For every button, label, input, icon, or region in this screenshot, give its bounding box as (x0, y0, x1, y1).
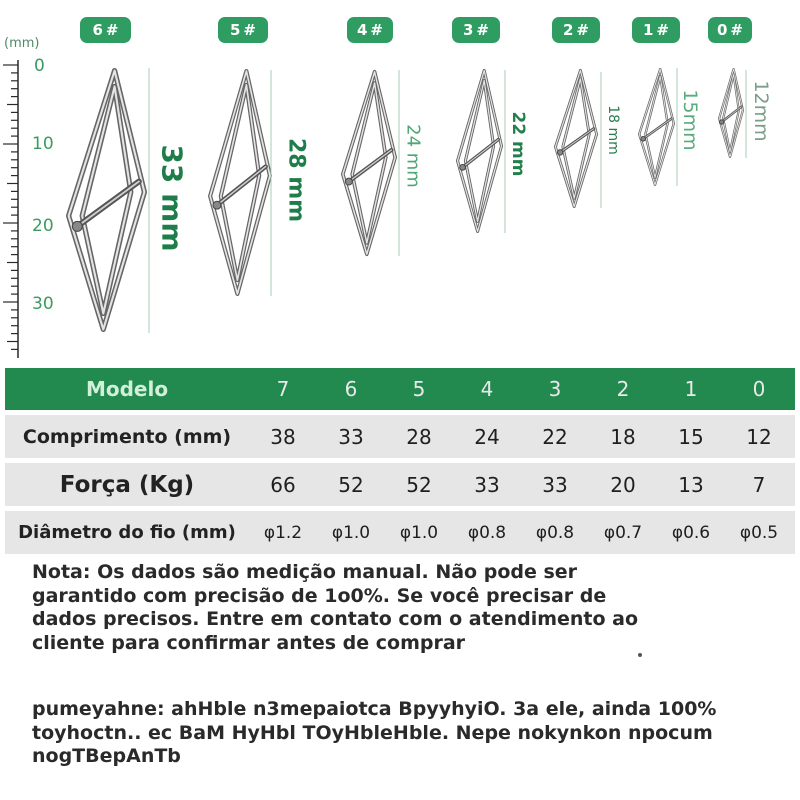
size-badge-4: 4# (347, 17, 393, 43)
table-cell: φ1.2 (263, 522, 303, 543)
snap-ring (720, 120, 724, 124)
spec-table (5, 368, 795, 559)
snap-ring (345, 178, 352, 185)
translation-line: pumeyahne: ahHble n3mepaiotca BpyyhyiO. 3a ele, ainda 100% (32, 698, 717, 720)
table-cell: 38 (270, 424, 296, 449)
row-label: Diâmetro do fio (mm) (18, 522, 236, 543)
header-cell: 2 (616, 377, 630, 401)
ruler-ticks (3, 65, 18, 349)
snap-ring (641, 137, 646, 142)
header-cell: 4 (480, 377, 494, 401)
header-cell: 3 (548, 377, 562, 401)
table-cell: 24 (474, 424, 500, 449)
snap-ring (557, 150, 562, 155)
table-cell: φ0.7 (603, 522, 643, 543)
header-cell: 6 (344, 377, 358, 401)
table-cell: 52 (338, 472, 364, 497)
table-cell: 33 (542, 472, 568, 497)
snap-4-illustration (343, 72, 395, 254)
table-cell: φ0.5 (739, 522, 779, 543)
table-cell: φ0.8 (467, 522, 507, 543)
table-cell: 52 (406, 472, 432, 497)
dimension-label-1: 15mm (679, 89, 701, 151)
row-label: Comprimento (mm) (22, 425, 232, 448)
table-cell: 66 (270, 472, 296, 497)
size-badge-2: 2# (552, 17, 600, 43)
table-cell: φ1.0 (399, 522, 439, 543)
table-cell: φ0.6 (671, 522, 711, 543)
table-cell: 33 (474, 472, 500, 497)
size-badge-6: 6# (80, 17, 131, 43)
snap-ring (460, 164, 466, 170)
dimension-label-6: 33 mm (155, 144, 189, 252)
snap-size-illustration (0, 0, 800, 362)
translation-line: toyhoctn.. ec BaM HyHbl TOyHbleHble. Nepe nokynkon npocum (32, 721, 713, 744)
ruler-unit-label: (mm) (4, 36, 40, 51)
snap-0-illustration (719, 69, 743, 157)
table-cell: 33 (338, 424, 364, 449)
table-cell: 7 (752, 472, 766, 497)
table-row-wire-diameter (5, 511, 795, 554)
note-line: cliente para confirmar antes de comprar (32, 631, 466, 654)
translated-note (32, 698, 716, 769)
dimension-label-5: 28 mm (283, 137, 309, 223)
ruler-label-10: 10 (32, 134, 54, 154)
table-header-row (5, 368, 795, 410)
ruler-label-30: 30 (32, 294, 54, 314)
table-cell: 18 (610, 424, 636, 449)
size-badge-0: 0# (708, 17, 752, 43)
translation-line: nogTBepAnTb (32, 745, 181, 767)
header-cell: 0 (752, 377, 766, 401)
table-cell: 12 (746, 424, 772, 449)
snap-ring (72, 221, 82, 231)
header-cell: 1 (684, 377, 698, 401)
table-row-length (5, 415, 795, 458)
ruler-label-20: 20 (32, 216, 54, 236)
snap-6-illustration (69, 71, 145, 330)
table-cell: φ0.8 (535, 522, 575, 543)
table-cell: 28 (406, 424, 432, 449)
row-label: Força (Kg) (59, 471, 195, 498)
dimension-label-0: 12mm (750, 80, 772, 142)
table-cell: 22 (542, 424, 568, 449)
dimension-label-3: 22 mm (508, 111, 528, 177)
ruler (3, 36, 54, 358)
size-badge-1: 1# (632, 17, 680, 43)
table-row-force (5, 463, 795, 506)
snap-1-illustration (639, 69, 674, 185)
note-line: Nota: Os dados são medição manual. Não pode ser (32, 561, 578, 583)
dimension-label-2: 18 mm (605, 105, 621, 155)
note-line: garantido com precisão de 1o0%. Se você precisar de (32, 584, 607, 607)
table-cell: 20 (610, 472, 636, 497)
header-label: Modelo (85, 377, 169, 401)
size-badge-5: 5# (218, 17, 268, 43)
header-cell: 5 (412, 377, 426, 401)
snap-5-illustration (210, 71, 270, 294)
snap-ring (213, 201, 221, 209)
ruler-label-0: 0 (34, 56, 45, 76)
disclaimer-note (32, 561, 638, 655)
table-cell: 15 (678, 424, 704, 449)
dimension-label-4: 24 mm (402, 124, 424, 188)
snap-2-illustration (555, 70, 596, 206)
size-badge-3: 3# (452, 17, 500, 43)
header-cell: 7 (276, 377, 290, 401)
stray-dot (638, 653, 642, 657)
note-line: dados precisos. Entre em contato com o atendimento ao (32, 608, 639, 630)
snap-3-illustration (458, 71, 502, 232)
table-cell: 13 (678, 472, 704, 497)
table-cell: φ1.0 (331, 522, 371, 543)
